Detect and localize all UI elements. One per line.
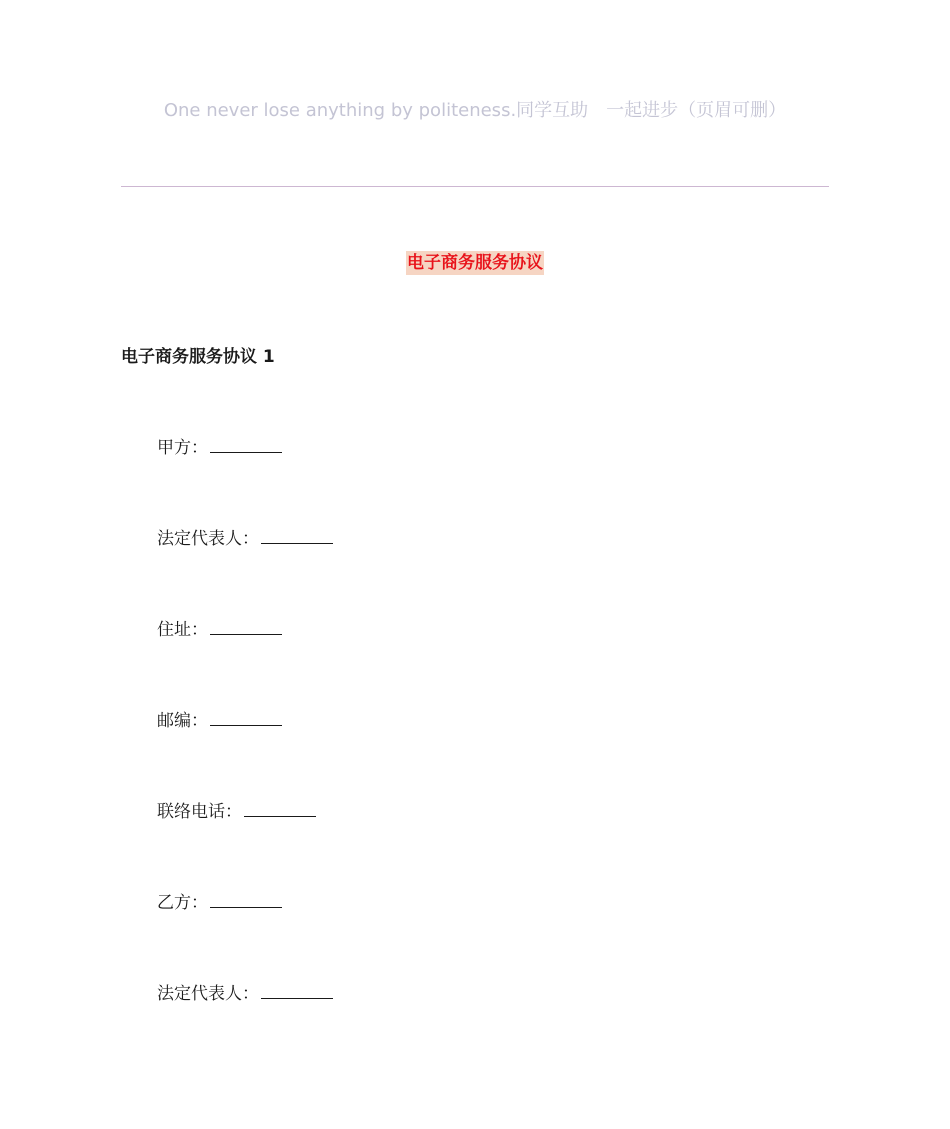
field-label: 住址：: [157, 620, 208, 640]
field-party-b: [157, 889, 282, 914]
fill-blank: [210, 434, 282, 453]
field-postcode: [157, 707, 282, 732]
field-label: 甲方：: [157, 438, 208, 458]
page-header-text: One never lose anything by politeness.同学互助 一起进步（页眉可删）: [163, 100, 787, 121]
field-label: 邮编：: [157, 711, 208, 731]
fill-blank: [244, 798, 316, 817]
field-legal-rep-a: [157, 525, 333, 550]
fill-blank: [210, 707, 282, 726]
document-title: [0, 251, 950, 275]
field-label: 法定代表人：: [157, 984, 259, 1004]
field-label: 乙方：: [157, 893, 208, 913]
fill-blank: [261, 980, 333, 999]
field-address: [157, 616, 282, 641]
field-party-a: [157, 434, 282, 459]
fill-blank: [210, 889, 282, 908]
section-heading: 电子商务服务协议 1: [121, 347, 275, 367]
document-title-text: 电子商务服务协议: [407, 253, 543, 273]
header-divider: [121, 186, 829, 187]
fill-blank: [261, 525, 333, 544]
field-phone: [157, 798, 316, 823]
fill-blank: [210, 616, 282, 635]
field-legal-rep-b: [157, 980, 333, 1005]
field-label: 联络电话：: [157, 802, 242, 822]
field-label: 法定代表人：: [157, 529, 259, 549]
